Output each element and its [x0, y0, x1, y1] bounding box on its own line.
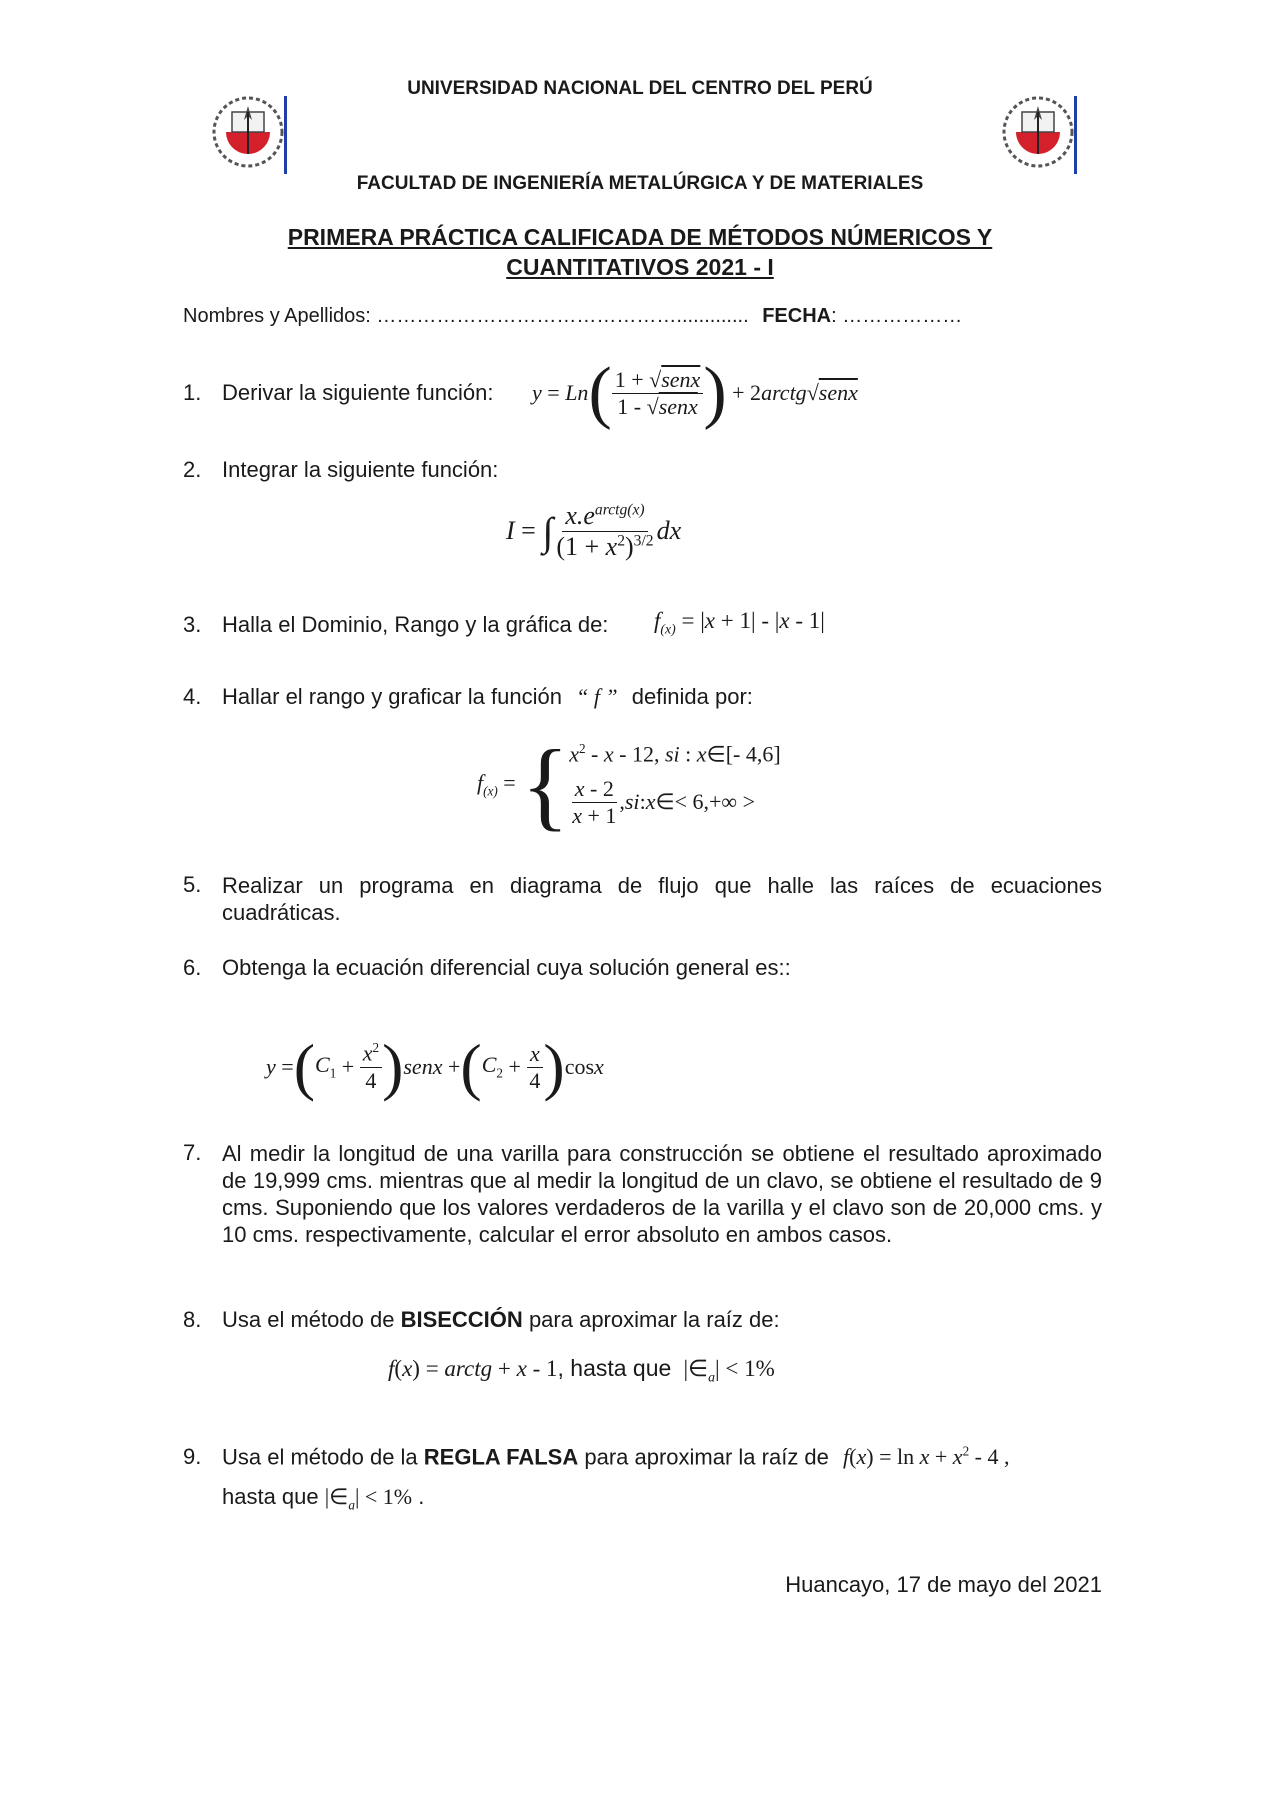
formula-q6: y = ( $C_1$ + $\frac{x^2}{4}$ ) senx + ( $C_2$ + $\frac{x}{4}$ ) cos x [266, 1031, 604, 1102]
exam-title-line1: PRIMERA PRÁCTICA CALIFICADA DE MÉTODOS NÚMERICOS Y [287, 224, 993, 250]
date-label: FECHA [762, 305, 832, 327]
question-text-line [222, 1307, 780, 1333]
question-text-line [222, 684, 753, 710]
place-date: Huancayo, 17 de mayo del 2021 [785, 1572, 1102, 1597]
formula-q3: $f_{(x)} = |x + 1| - |x - 1|$ [654, 608, 825, 637]
question-text-line2: hasta que $|\in_a| < 1\%$ . [222, 1484, 425, 1513]
question-number: 3. [183, 612, 202, 637]
formula-q2: I = ∫ $\frac{x.e^{arctg(x)}}{(1 + x^2)^{3/2}}$ dx [506, 500, 682, 561]
function-symbol: “ f ” [576, 684, 618, 709]
question-text-after: para aproximar la raíz de: [528, 1307, 780, 1332]
question-text: Integrar la siguiente función: [222, 457, 499, 482]
until-text: , hasta que [557, 1355, 672, 1381]
until-text: hasta que [222, 1484, 319, 1509]
logo-divider-right [1074, 96, 1077, 174]
question-number: 1. [183, 380, 202, 405]
end-period: . [418, 1484, 425, 1509]
question-text: Usa el método de la [222, 1444, 418, 1470]
formula-q1: y = Ln ( $\frac{\text{1 + √senx}}{\text{1 - √senx}}$ ) + 2 arctg √ senx [532, 354, 858, 431]
question-text: Realizar un programa en diagrama de flujo que halle las raíces de ecuaciones cuadráticas. [222, 873, 1102, 925]
question-text: Obtenga la ecuación diferencial cuya solución general es:: [222, 955, 791, 980]
question-number: 8. [183, 1307, 202, 1332]
question-number: 2. [183, 457, 202, 482]
question-number: 4. [183, 684, 202, 709]
formula-q8: f(x) = arctg + x - 1, hasta que $|\in_a| < 1\%$ [388, 1355, 775, 1385]
question-number: 5. [183, 872, 202, 897]
exam-title-line2: CUANTITATIVOS 2021 - I [506, 254, 774, 280]
question-text: Derivar la siguiente función: [222, 380, 494, 405]
logo-divider-left [284, 96, 287, 174]
faculty-name: FACULTAD DE INGENIERÍA METALÚRGICA Y DE MATERIALES [356, 173, 924, 194]
question-text-line: Usa el método de la REGLA FALSA para aproximar la raíz de $f(x) = \ln x + x^2 - 4$ , [222, 1444, 1010, 1470]
names-label: Nombres y Apellidos: ………………………………………............. [183, 305, 749, 327]
method-name: REGLA FALSA [423, 1444, 579, 1470]
student-name-field [183, 305, 962, 328]
method-name: BISECCIÓN [400, 1307, 523, 1332]
university-logo-left [208, 92, 288, 177]
question-number: 6. [183, 955, 202, 980]
question-number: 9. [183, 1444, 202, 1469]
question-text: Hallar el rango y graficar la función [222, 684, 562, 709]
university-logo-right [998, 92, 1078, 177]
question-text: Halla el Dominio, Rango y la gráfica de: [222, 612, 609, 637]
question-number: 7. [183, 1140, 202, 1165]
question-text-after: para aproximar la raíz de [584, 1444, 829, 1470]
question-text-after: definida por: [631, 684, 753, 709]
question-text: Al medir la longitud de una varilla para construcción se obtiene el resultado aproximado de 19,999 cms. mientras que al medir la longitud de un clavo, se obtiene el resultado de 9 cms. Suponiendo que los valores verdaderos de la varilla y el clavo son de 20,000 cms. y 10 cms. respectivamente, calcular el error absoluto en ambos casos. [222, 1141, 1102, 1247]
university-name: UNIVERSIDAD NACIONAL DEL CENTRO DEL PERÚ [407, 78, 873, 99]
question-text: Usa el método de [222, 1307, 395, 1332]
date-dots: : ……………… [831, 305, 963, 327]
formula-q4: $f_{(x)}$ = { $x^2$ - x - 12, si : x∈[- 4,6] $\frac{x - 2}{x + 1}$ , si : x ∈< 6,+∞ > [477, 729, 781, 840]
